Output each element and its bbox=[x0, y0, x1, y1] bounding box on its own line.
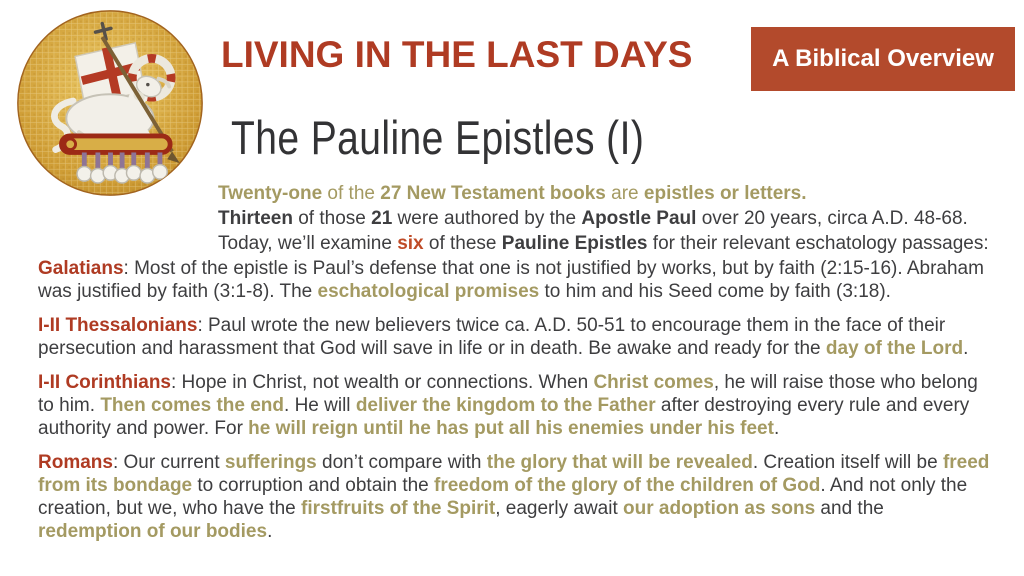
paragraph-romans bbox=[38, 451, 990, 543]
text-segment: our adoption as sons bbox=[623, 498, 816, 519]
text-segment: are bbox=[605, 183, 644, 204]
text-segment: of these bbox=[423, 233, 502, 254]
text-segment: Twenty-one bbox=[218, 183, 323, 204]
text-segment: Christ comes bbox=[593, 372, 714, 393]
text-segment: Romans bbox=[38, 452, 113, 473]
text-segment: freedom of the glory of the children of God bbox=[434, 475, 821, 496]
text-segment: : Our current bbox=[112, 452, 225, 473]
text-segment: . And not only the creation, but we, who have the bbox=[38, 475, 968, 519]
text-segment: : Most of the epistle is Paul’s defense that one is not justified by works, but by faith (2:15-16). Abraham was justified by faith (3:1-8). The bbox=[38, 258, 984, 302]
text-segment: . He will bbox=[284, 395, 356, 416]
text-segment: he will reign until he has put all his enemies under his feet bbox=[248, 418, 774, 439]
deck-title: LIVING IN THE LAST DAYS bbox=[221, 34, 693, 75]
text-segment: : Paul wrote the new believers twice ca. A.D. 50-51 to encourage them in the face of their persecution and harassment that God will save in life or in death. Be awake and ready for the bbox=[38, 315, 946, 359]
text-segment: Today, we’ll examine bbox=[218, 233, 398, 254]
intro-line bbox=[218, 231, 989, 256]
text-segment: the glory that will be revealed bbox=[486, 452, 753, 473]
text-segment: , he will raise those who belong to him. bbox=[38, 372, 978, 416]
intro-block bbox=[218, 181, 989, 256]
text-segment: over 20 years, circa A.D. 48-68. bbox=[696, 208, 968, 229]
text-segment: firstfruits of the Spirit bbox=[301, 498, 496, 519]
paragraph-thessalonians bbox=[38, 314, 990, 360]
text-segment: to him and his Seed come by faith (3:18). bbox=[539, 281, 891, 302]
text-segment: epistles or letters. bbox=[643, 183, 807, 204]
intro-line bbox=[218, 206, 989, 231]
text-segment: deliver the kingdom to the Father bbox=[355, 395, 656, 416]
text-segment: of the bbox=[322, 183, 381, 204]
paragraph-corinthians bbox=[38, 371, 990, 440]
text-segment: eschatological promises bbox=[317, 281, 540, 302]
text-segment: : Hope in Christ, not wealth or connections. When bbox=[171, 372, 594, 393]
text-segment: after destroying every rule and every authority and power. For bbox=[38, 395, 970, 439]
text-segment: redemption of our bodies bbox=[38, 521, 268, 542]
text-segment: . bbox=[773, 418, 780, 439]
text-segment: Apostle Paul bbox=[581, 208, 697, 229]
text-segment: . bbox=[267, 521, 273, 542]
text-segment: were authored by the bbox=[392, 208, 582, 229]
overview-badge-label: A Biblical Overview bbox=[772, 45, 994, 72]
lamb-of-god-mosaic-icon bbox=[13, 6, 207, 200]
slide-title: The Pauline Epistles (I) bbox=[231, 111, 645, 164]
text-segment: six bbox=[397, 233, 424, 254]
text-segment: don’t compare with bbox=[316, 452, 487, 473]
overview-badge bbox=[751, 27, 1015, 91]
text-segment: freed from its bondage bbox=[38, 452, 990, 496]
text-segment: Galatians bbox=[38, 258, 124, 279]
text-segment: . bbox=[963, 338, 969, 359]
intro-line bbox=[218, 181, 989, 206]
text-segment: of those bbox=[292, 208, 372, 229]
text-segment: to corruption and obtain the bbox=[192, 475, 435, 496]
text-segment: , eagerly await bbox=[495, 498, 624, 519]
text-segment: Thirteen bbox=[218, 208, 293, 229]
text-segment: Pauline Epistles bbox=[501, 233, 648, 254]
paragraph-galatians bbox=[38, 257, 990, 303]
text-segment: and the bbox=[815, 498, 884, 519]
text-segment: I-II Corinthians bbox=[38, 372, 171, 393]
text-segment: sufferings bbox=[224, 452, 317, 473]
text-segment: 27 New Testament books bbox=[380, 183, 606, 204]
text-segment: Then comes the end bbox=[100, 395, 285, 416]
epistle-paragraphs bbox=[38, 257, 990, 554]
text-segment: day of the Lord bbox=[825, 338, 964, 359]
text-segment: . Creation itself will be bbox=[752, 452, 943, 473]
text-segment: 21 bbox=[371, 208, 393, 229]
text-segment: for their relevant eschatology passages: bbox=[647, 233, 989, 254]
text-segment: I-II Thessalonians bbox=[38, 315, 198, 336]
